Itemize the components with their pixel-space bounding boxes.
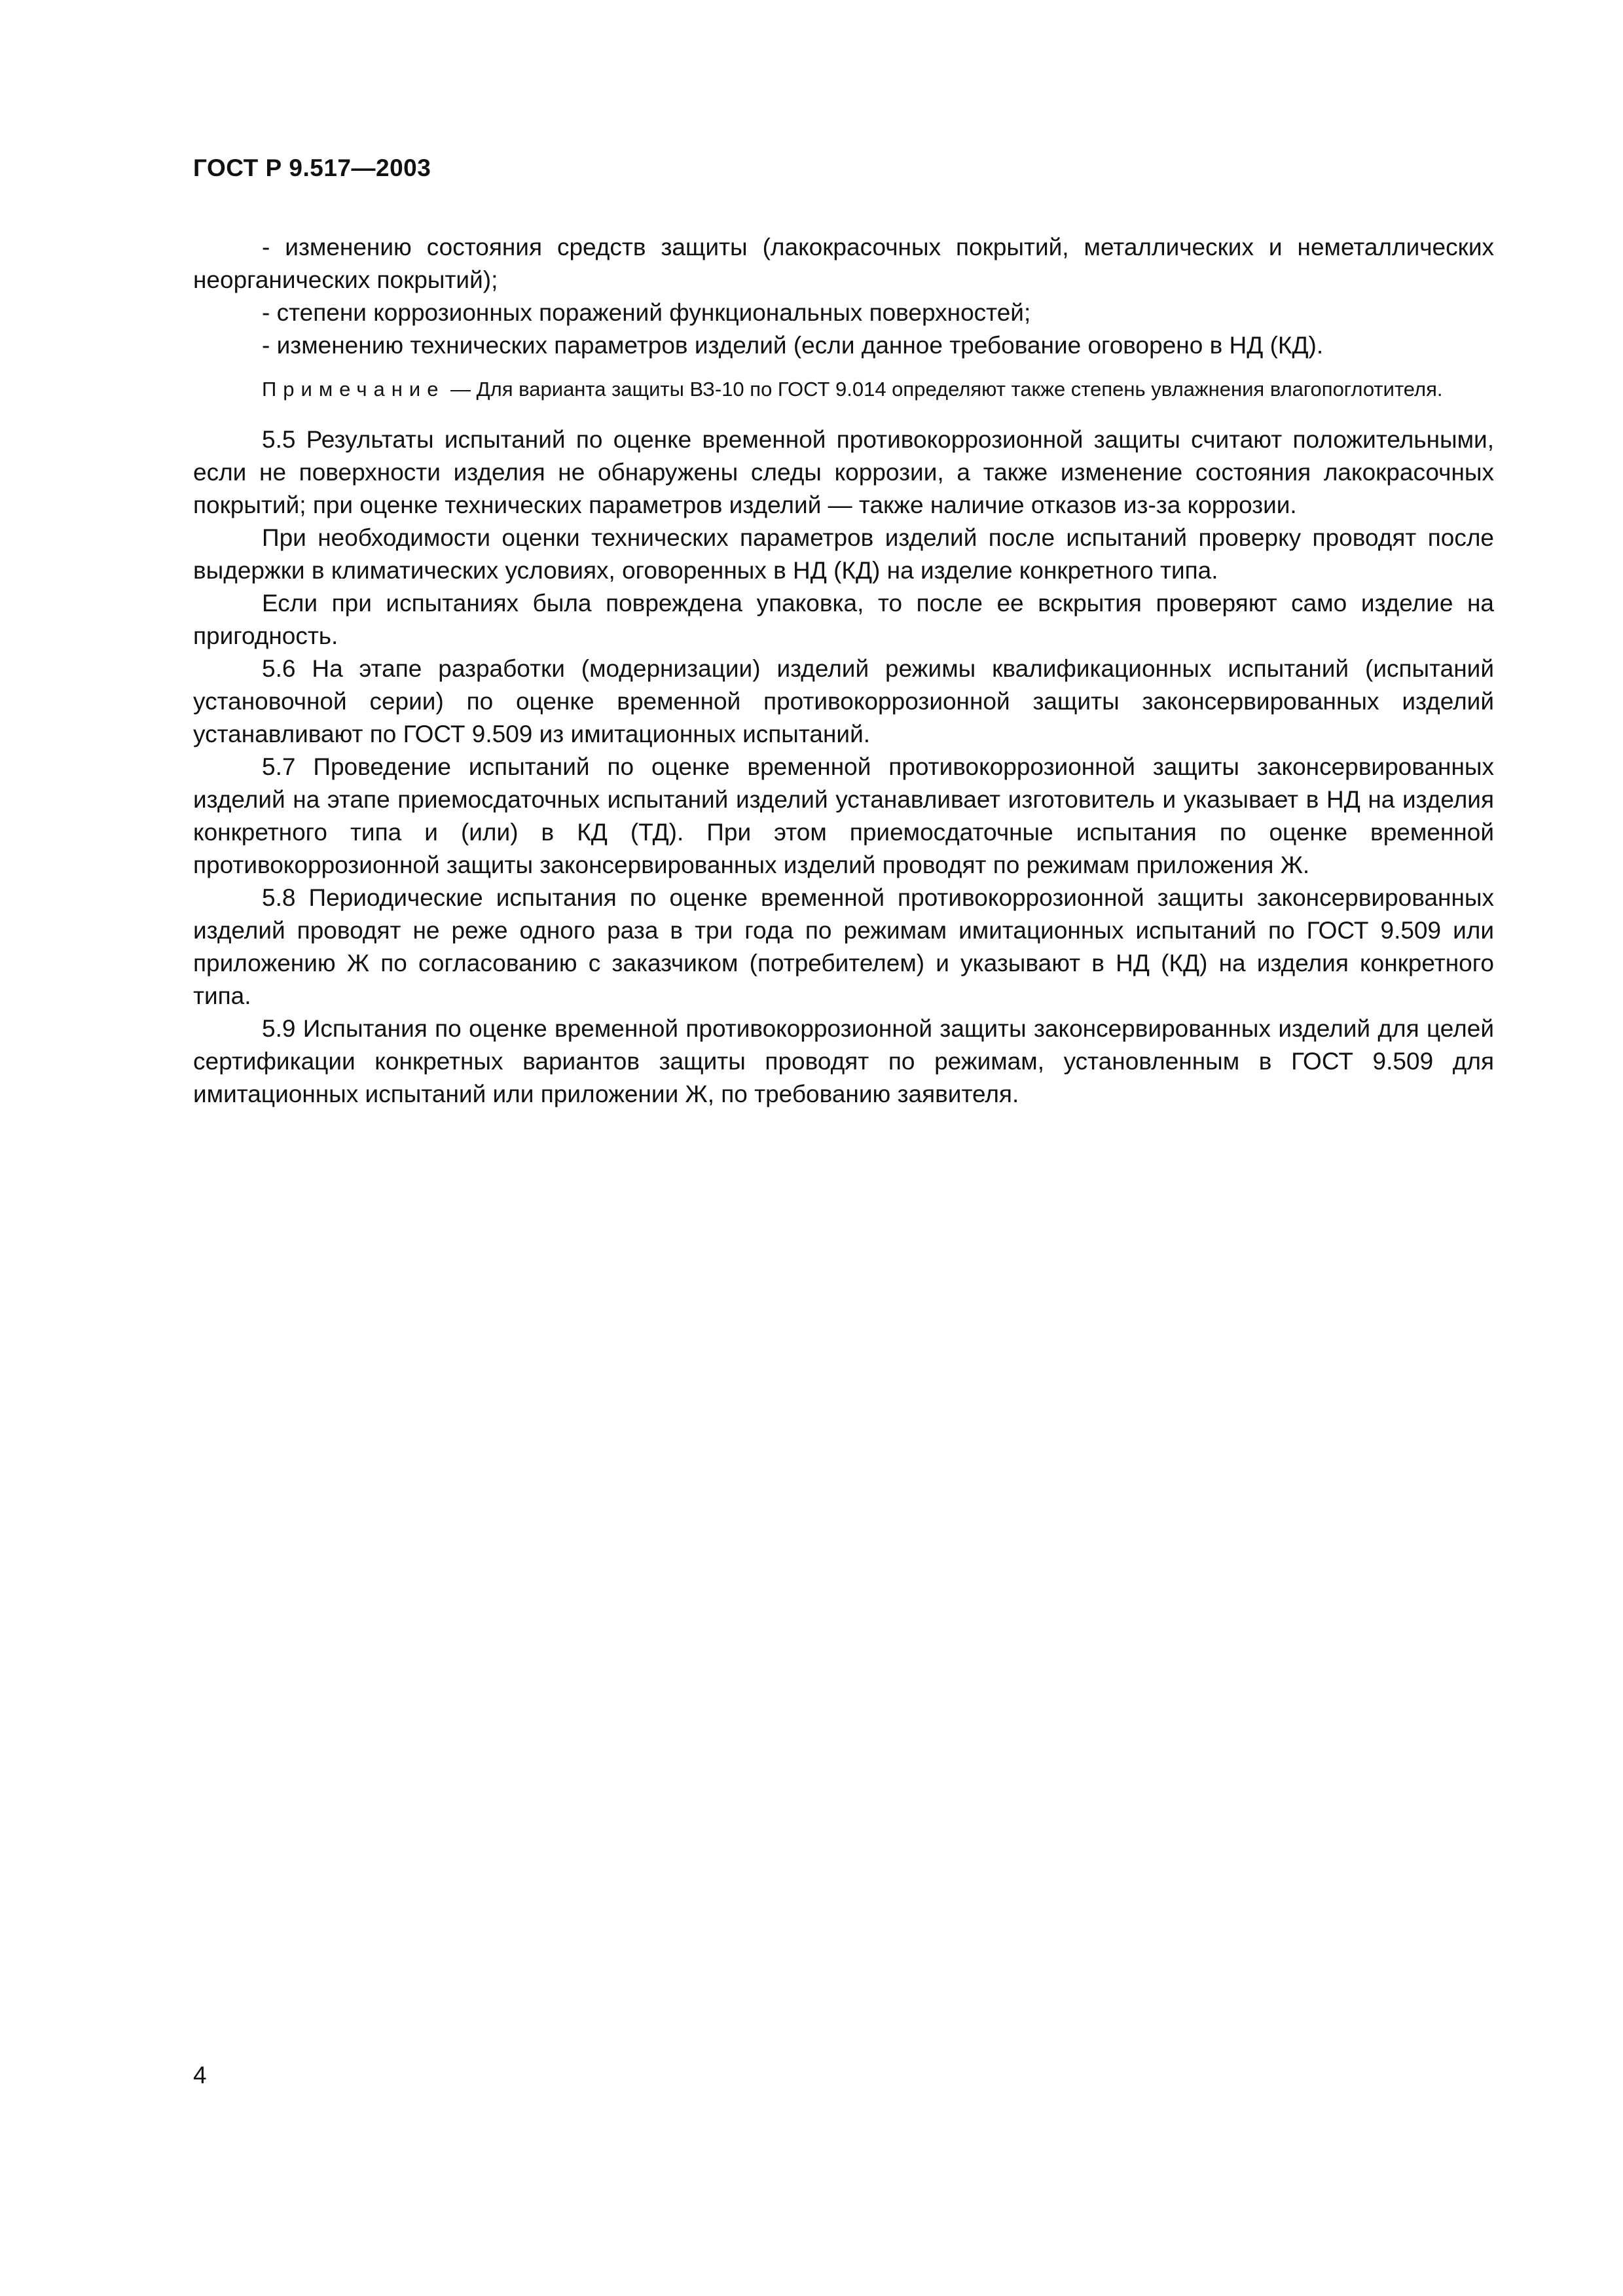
document-header: ГОСТ Р 9.517—2003 [193,154,431,181]
note [193,375,1494,404]
paragraph-5-8: 5.8 Периодические испытания по оценке временной противокоррозионной защиты законсервированных изделий проводят не реже одного раза в три года по режимам имитационных испытаний по ГОСТ 9.509 или приложению Ж по согласованию с заказчиком (потребителем) и указывают в НД (КД) на изделия конкретного типа. [193,884,1494,1009]
paragraph-5-5-technical: При необходимости оценки технических параметров изделий после испытаний проверку проводят после выдержки в климатических условиях, оговоренных в НД (КД) на изделие конкретного типа. [193,524,1494,584]
page-number: 4 [193,2062,207,2089]
list-item: - изменению технических параметров изделий (если данное требование оговорено в НД (КД). [262,332,1324,359]
paragraph-5-5: 5.5 Результаты испытаний по оценке временной противокоррозионной защиты считают положительными, если не поверхности изделия не обнаружены следы коррозии, а также изменение состояния лакокрасочных покрытий; при оценке технических параметров изделий — также наличие отказов из-за коррозии. [193,426,1494,518]
list-item: - изменению состояния средств защиты (лакокрасочных покрытий, металлических и неметаллических неорганических покрытий); [193,234,1494,293]
paragraph-5-5-packaging: Если при испытаниях была повреждена упаковка, то после ее вскрытия проверяют само изделие на пригодность. [193,590,1494,649]
list-item: - степени коррозионных поражений функциональных поверхностей; [262,299,1031,326]
paragraph-5-6: 5.6 На этапе разработки (модернизации) изделий режимы квалификационных испытаний (испытаний установочной серии) по оценке временной противокоррозионной защиты законсервированных изделий устанавливают по ГОСТ 9.509 из имитационных испытаний. [193,655,1494,747]
note-text: — Для варианта защиты ВЗ-10 по ГОСТ 9.014 определяют также степень увлажнения влагопоглотителя. [445,378,1443,401]
paragraph-5-9: 5.9 Испытания по оценке временной противокоррозионной защиты законсервированных изделий для целей сертификации конкретных вариантов защиты проводят по режимам, установленным в ГОСТ 9.509 для имитационных испытаний или приложении Ж, по требованию заявителя. [193,1015,1494,1107]
note-label: Примечание [262,378,445,401]
paragraph-5-7: 5.7 Проведение испытаний по оценке временной противокоррозионной защиты законсервированных изделий на этапе приемосдаточных испытаний изделий устанавливает изготовитель и указывает в НД на изделия конкретного типа и (или) в КД (ТД). При этом приемосдаточные испытания по оценке временной противокоррозионной защиты законсервированных изделий проводят по режимам приложения Ж. [193,753,1494,878]
document-body [193,231,1494,1111]
